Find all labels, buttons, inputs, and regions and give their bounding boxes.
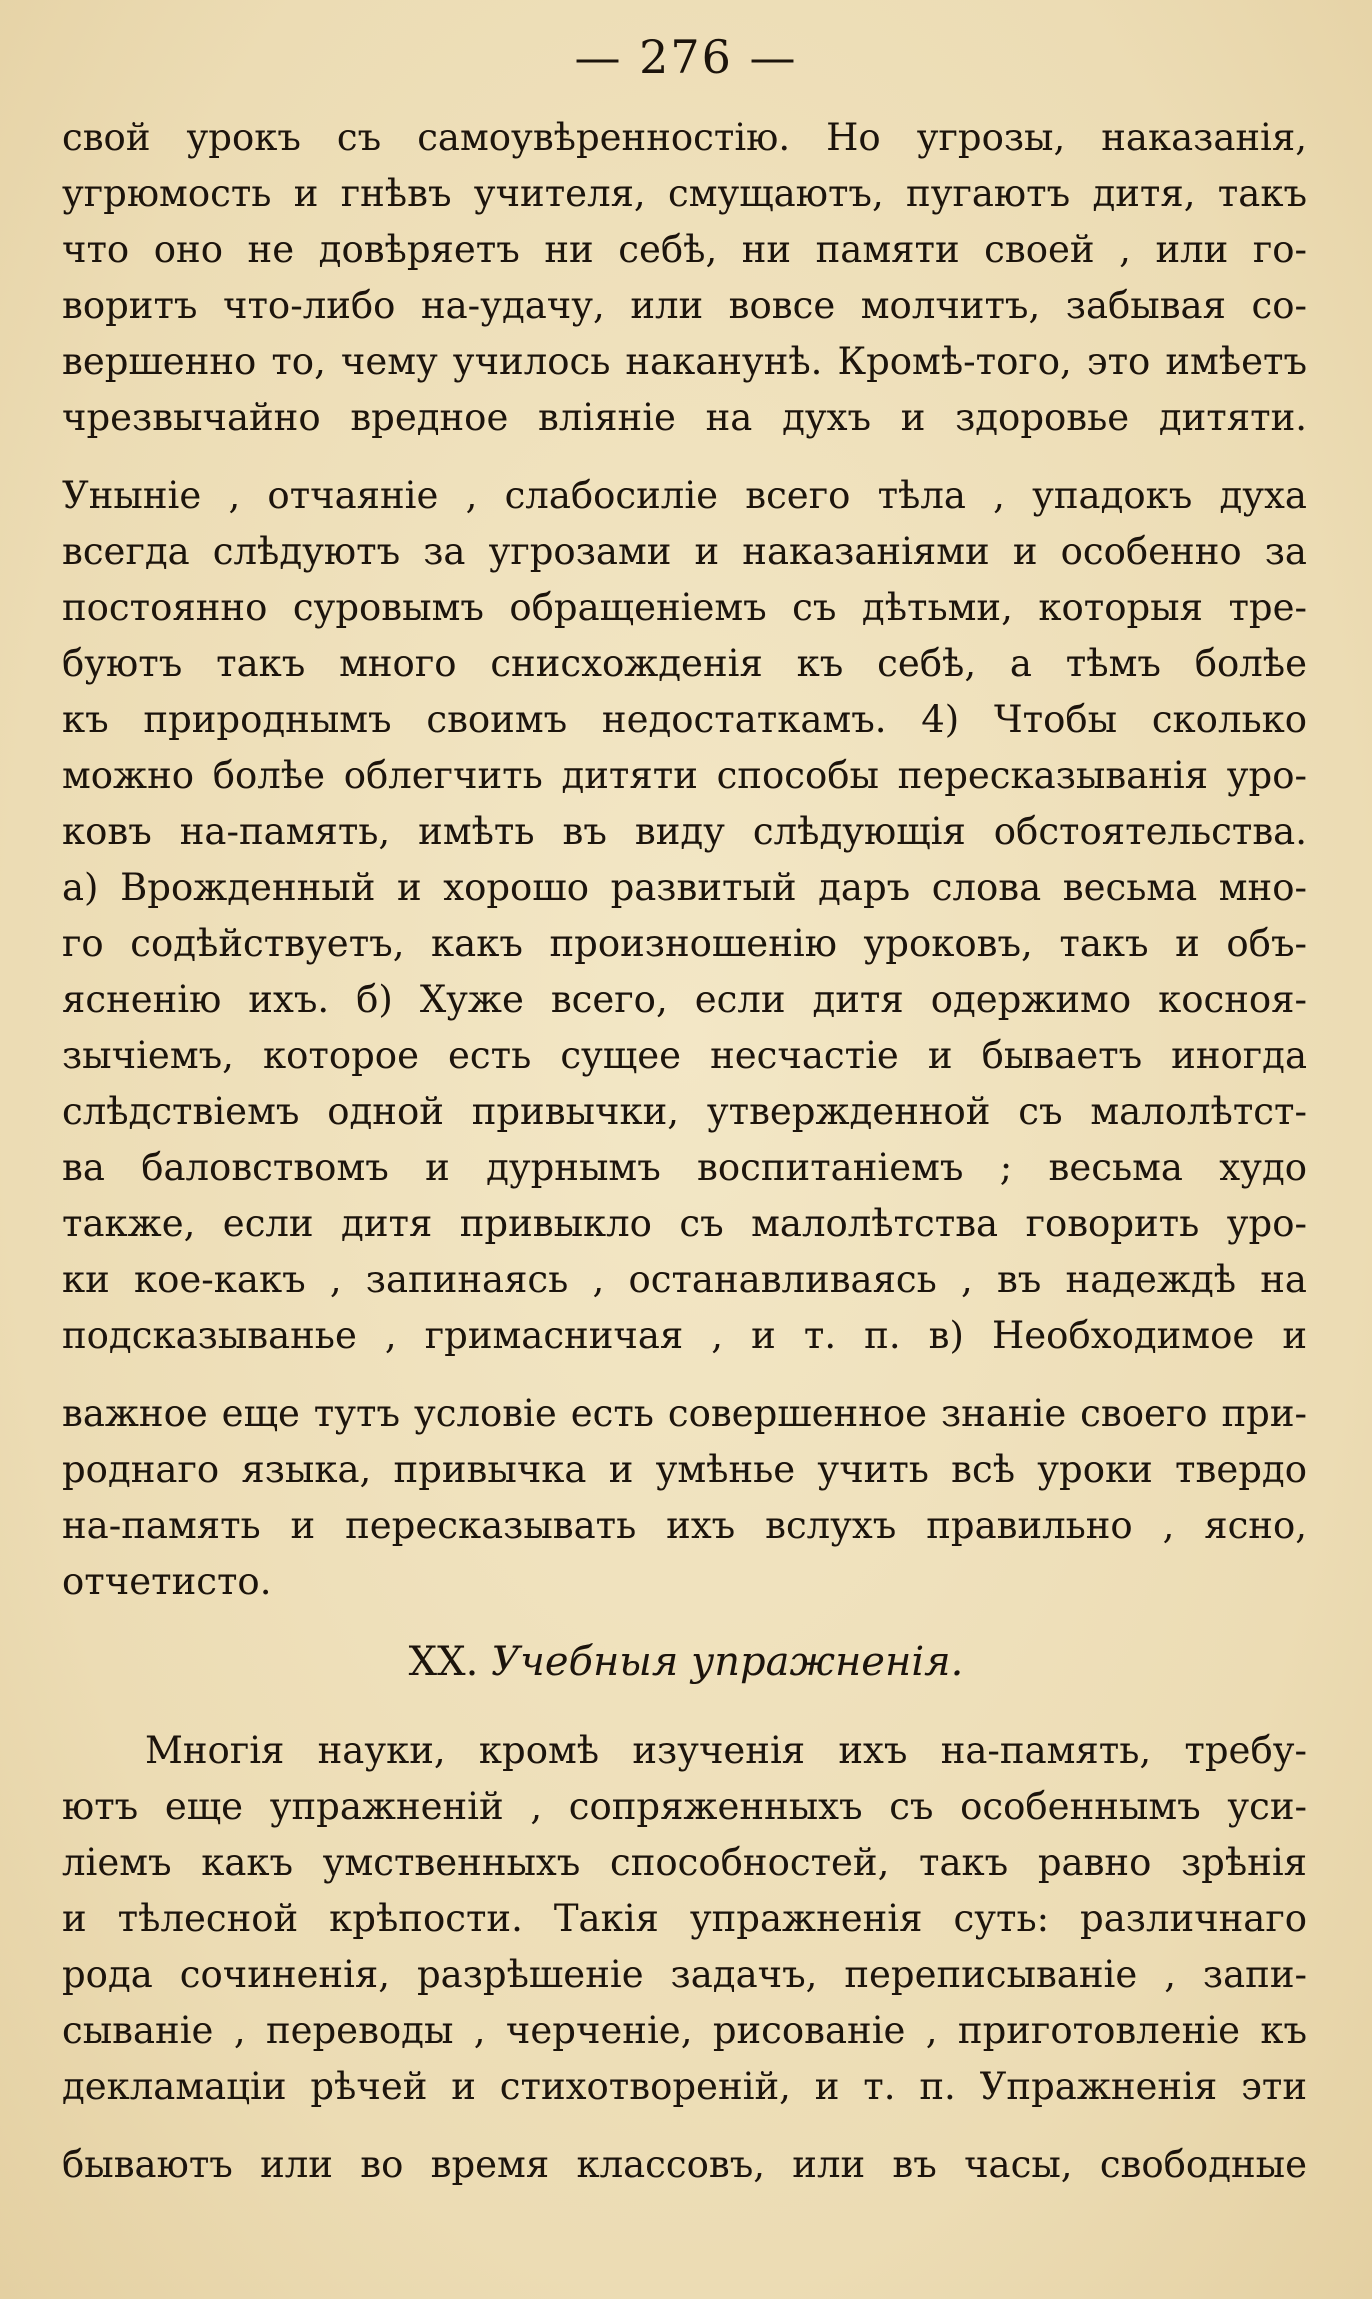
text-line: постоянно суровымъ обращеніемъ съ дѣтьми, которыя тре- [62,586,1307,629]
text-line: вершенно то, чему училось наканунѣ. Кромѣ-того, это имѣетъ [62,340,1307,383]
text-line: воритъ что-либо на-удачу, или вовсе молчитъ, забывая со- [62,284,1307,327]
section-title: Учебныя упражненія. [491,1639,964,1685]
text-line: свой урокъ съ самоувѣренностію. Но угрозы, наказанія, [62,116,1307,159]
text-line: рода сочиненія, разрѣшеніе задачъ, переписываніе , запи- [62,1953,1307,1996]
text-line: чрезвычайно вредное вліяніе на духъ и здоровье дитяти. [62,396,1307,439]
text-line: подсказыванье , гримасничая , и т. п. в) Необходимое и [62,1314,1307,1357]
text-line: ковъ на-память, имѣть въ виду слѣдующія обстоятельства. [62,810,1307,853]
section-heading [0,1632,1372,1692]
text-line: отчетисто. [62,1560,272,1603]
text-line: слѣдствіемъ одной привычки, утвержденной съ малолѣтст- [62,1090,1307,1133]
section-number: XX. [408,1639,479,1685]
text-line: ютъ еще упражненій , сопряженныхъ съ особеннымъ уси- [62,1785,1307,1828]
text-line: важное еще тутъ условіе есть совершенное знаніе своего при- [62,1392,1307,1435]
text-line: можно болѣе облегчить дитяти способы пересказыванія уро- [62,754,1307,797]
text-line: а) Врожденный и хорошо развитый даръ слова весьма мно- [62,866,1307,909]
text-line: что оно не довѣряетъ ни себѣ, ни памяти своей , или го- [62,228,1307,271]
page-number: — 276 — [574,30,798,84]
text-line: декламаціи рѣчей и стихотвореній, и т. п. Упражненія эти [62,2065,1307,2108]
text-line: угрюмость и гнѣвъ учителя, смущаютъ, пугаютъ дитя, такъ [62,172,1307,215]
text-line: сываніе , переводы , черченіе, рисованіе , приготовленіе къ [62,2009,1307,2052]
text-line: ясненію ихъ. б) Хуже всего, если дитя одержимо косноя- [62,978,1307,1021]
text-line: роднаго языка, привычка и умѣнье учить всѣ уроки твердо [62,1448,1307,1491]
text-line: ліемъ какъ умственныхъ способностей, такъ равно зрѣнія [62,1841,1307,1884]
text-line: зычіемъ, которое есть сущее несчастіе и бываетъ иногда [62,1034,1307,1077]
text-line: и тѣлесной крѣпости. Такія упражненія суть: различнаго [62,1897,1307,1940]
text-line: бываютъ или во время классовъ, или въ часы, свободные [62,2143,1307,2186]
text-line: буютъ такъ много снисхожденія къ себѣ, а тѣмъ болѣе [62,642,1307,685]
text-line: ки кое-какъ , запинаясь , останавливаясь , въ надеждѣ на [62,1258,1307,1301]
text-line: на-память и пересказывать ихъ вслухъ правильно , ясно, [62,1504,1307,1547]
text-line: го содѣйствуетъ, какъ произношенію уроковъ, такъ и объ- [62,922,1307,965]
text-line: ва баловствомъ и дурнымъ воспитаніемъ ; весьма худо [62,1146,1307,1189]
text-line: также, если дитя привыкло съ малолѣтства говорить уро- [62,1202,1307,1245]
text-line: всегда слѣдуютъ за угрозами и наказаніями и особенно за [62,530,1307,573]
text-line: къ природнымъ своимъ недостаткамъ. 4) Чтобы сколько [62,698,1307,741]
text-line: Уныніе , отчаяніе , слабосиліе всего тѣла , упадокъ духа [62,474,1307,517]
text-line: Многія науки, кромѣ изученія ихъ на-память, требу- [145,1729,1307,1772]
